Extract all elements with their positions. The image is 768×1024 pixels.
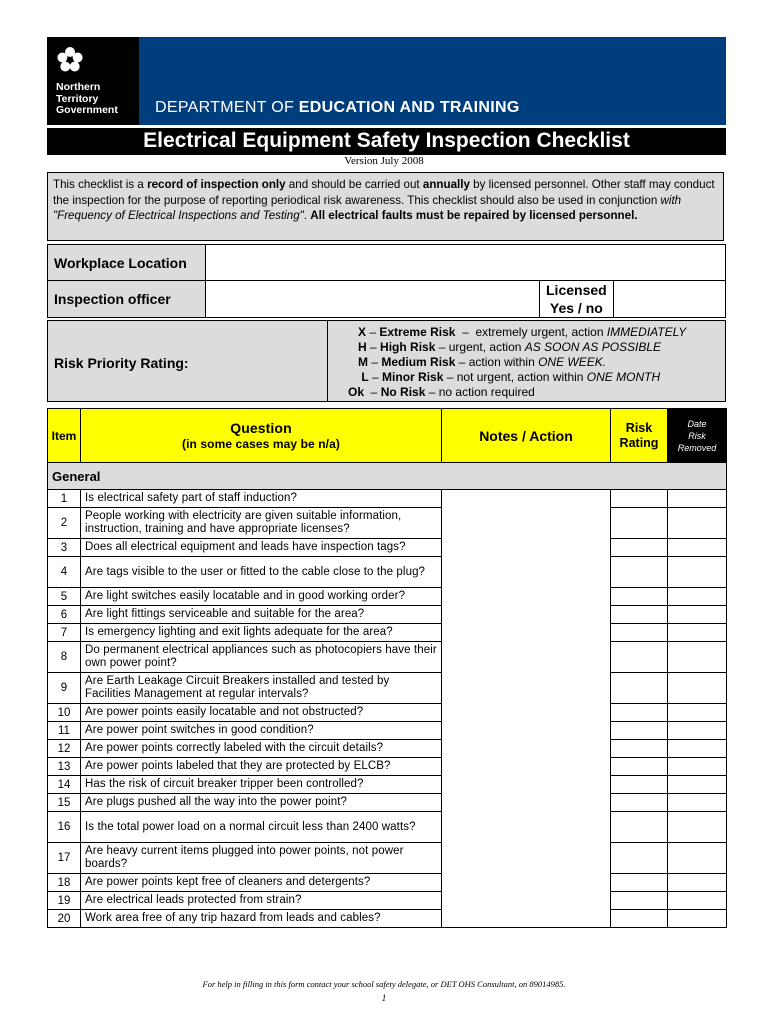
table-row [48,910,727,928]
risk-rating-cell[interactable] [611,776,668,794]
col-notes: Notes / Action [442,409,611,463]
intro-bold: annually [422,178,470,191]
table-row [48,557,727,588]
table-row [48,490,727,508]
risk-priority-box [47,320,726,402]
risk-name: Medium Risk [381,355,456,369]
item-number: 17 [48,843,81,874]
table-row [48,539,727,557]
risk-rating-cell[interactable] [611,910,668,928]
table-row [48,722,727,740]
question-text: Are light fittings serviceable and suitable for the area? [81,606,442,624]
item-number: 12 [48,740,81,758]
question-text: Has the risk of circuit breaker tripper been controlled? [81,776,442,794]
risk-rating-cell[interactable] [611,892,668,910]
col-risk-rating [611,409,668,463]
risk-rating-cell[interactable] [611,874,668,892]
risk-name: No Risk [380,385,426,399]
section-general: General [48,463,727,490]
col-question-title: Question [230,419,292,436]
risk-levels [348,325,686,400]
date-removed-cell[interactable] [668,588,727,606]
date-removed-cell[interactable] [668,843,727,874]
date-removed-cell[interactable] [668,606,727,624]
table-row [48,588,727,606]
table-row [48,508,727,539]
risk-rating-cell[interactable] [611,812,668,843]
risk-code: Ok [348,385,365,399]
risk-rating-cell[interactable] [611,758,668,776]
item-number: 14 [48,776,81,794]
question-text: Do permanent electrical appliances such as photocopiers have their own power point? [81,642,442,673]
question-text: Are power points kept free of cleaners and detergents? [81,874,442,892]
col-question-sub: (in some cases may be n/a) [181,436,340,451]
licensed-label [540,281,614,318]
date-removed-cell[interactable] [668,740,727,758]
risk-level-h: H – High Risk – urgent, action AS SOON AS POSSIBLE [358,340,662,354]
risk-level-x: X – Extreme Risk – extremely urgent, action IMMEDIATELY [358,325,687,339]
col-risk-line: Risk [625,420,653,435]
date-removed-cell[interactable] [668,557,727,588]
table-header [48,409,727,463]
table-row [48,776,727,794]
table-row [48,704,727,722]
date-removed-cell[interactable] [668,508,727,539]
table-row [48,740,727,758]
page-title: Electrical Equipment Safety Inspection Checklist [143,129,630,152]
logo-flower-icon [55,45,85,75]
checklist-rows [48,490,727,928]
table-row [48,606,727,624]
item-number: 16 [48,812,81,843]
risk-rating-cell[interactable] [611,624,668,642]
col-question [81,409,442,463]
item-number: 11 [48,722,81,740]
item-number: 4 [48,557,81,588]
risk-emph: ONE WEEK. [538,355,607,369]
item-number: 20 [48,910,81,928]
question-text: Are power points labeled that they are protected by ELCB? [81,758,442,776]
item-number: 5 [48,588,81,606]
intro-part: This checklist is a [53,178,148,191]
question-text: People working with electricity are given suitable information, instruction, training and have appropriate licenses? [81,508,442,539]
table-row [48,843,727,874]
risk-level-m: M – Medium Risk – action within ONE WEEK. [358,355,607,369]
risk-code: X [358,325,367,339]
risk-desc: extremely urgent, action [475,325,607,339]
intro-italic: with "Frequency of Electrical Inspections and Testing" [53,193,682,222]
question-text: Is electrical safety part of staff induction? [81,490,442,508]
risk-rating-cell[interactable] [611,539,668,557]
date-removed-cell[interactable] [668,624,727,642]
risk-rating-cell[interactable] [611,722,668,740]
risk-rating-cell[interactable] [611,606,668,624]
question-text: Are tags visible to the user or fitted to the cable close to the plug? [81,557,442,588]
footer-help: For help in filling in this form contact your school safety delegate, or DET OHS Consultant, on 89014985. [202,979,566,989]
date-removed-cell[interactable] [668,704,727,722]
question-text: Is the total power load on a normal circuit less than 2400 watts? [81,812,442,843]
item-number: 7 [48,624,81,642]
yes-no-text: Yes / no [549,300,603,316]
inspection-officer-label: Inspection officer [48,281,206,318]
col-date-line: Date [687,418,707,429]
question-text: Work area free of any trip hazard from leads and cables? [81,910,442,928]
dept-prefix: DEPARTMENT OF [155,99,299,116]
table-row [48,642,727,673]
version-label: Version July 2008 [344,155,424,167]
item-number: 10 [48,704,81,722]
org-name [56,82,118,117]
risk-code: L [361,370,369,384]
org-line: Northern [56,81,101,93]
licensed-field[interactable] [613,281,725,318]
date-removed-cell[interactable] [668,758,727,776]
table-row [48,624,727,642]
table-row [48,812,727,843]
checklist-table [47,408,726,928]
page-number: 1 [381,993,387,1003]
org-line: Territory [56,92,99,105]
risk-name: Extreme Risk [379,325,456,339]
inspection-officer-field[interactable] [206,281,540,318]
col-date-removed [668,409,727,463]
risk-emph: AS SOON AS POSSIBLE [524,340,662,354]
intro-part: by licensed personnel. Other staff may conduct the inspection for the purpose of reporting periodical risk awareness. This checklist should also be used in conjunction [53,178,715,207]
table-row [48,794,727,812]
risk-code: H [358,340,367,354]
item-number: 6 [48,606,81,624]
workplace-location-field[interactable] [206,245,726,281]
notes-action-field[interactable] [442,490,611,928]
intro-text [47,172,724,241]
question-text: Are power point switches in good condition? [81,722,442,740]
question-text: Are power points correctly labeled with the circuit details? [81,740,442,758]
date-removed-cell[interactable] [668,794,727,812]
risk-desc: urgent, action [448,340,525,354]
risk-level-ok: Ok – No Risk – no action required [348,385,535,399]
date-removed-cell[interactable] [668,722,727,740]
divider [327,321,328,401]
question-text: Are heavy current items plugged into power points, not power boards? [81,843,442,874]
col-risk-line: Rating [619,435,659,450]
table-row [48,758,727,776]
col-date-line: Risk [688,430,706,441]
risk-rating-cell[interactable] [611,508,668,539]
risk-emph: ONE MONTH [586,370,661,384]
col-item: Item [48,409,81,463]
table-row [48,673,727,704]
risk-rating-cell[interactable] [611,642,668,673]
risk-priority-label: Risk Priority Rating: [54,355,189,371]
date-removed-cell[interactable] [668,490,727,508]
date-removed-cell[interactable] [668,642,727,673]
item-number: 2 [48,508,81,539]
risk-emph: IMMEDIATELY [606,325,687,339]
item-number: 9 [48,673,81,704]
risk-level-l: L – Minor Risk – not urgent, action within ONE MONTH [361,370,661,384]
date-removed-cell[interactable] [668,910,727,928]
col-date-line: Removed [677,442,717,453]
date-removed-cell[interactable] [668,874,727,892]
risk-rating-cell[interactable] [611,673,668,704]
date-removed-cell[interactable] [668,539,727,557]
intro-bold: record of inspection only [147,178,286,191]
risk-rating-cell[interactable] [611,794,668,812]
title-bar [47,128,726,155]
org-line: Government [56,104,118,116]
risk-desc: action within [468,355,539,369]
item-number: 1 [48,490,81,508]
workplace-location-label: Workplace Location [48,245,206,281]
item-number: 8 [48,642,81,673]
licensed-text: Licensed [546,282,607,298]
department-name [155,99,520,117]
risk-rating-cell[interactable] [611,490,668,508]
risk-desc: not urgent, action within [456,370,587,384]
risk-rating-cell[interactable] [611,588,668,606]
question-text: Are Earth Leakage Circuit Breakers installed and tested by Facilities Management at regular intervals? [81,673,442,704]
question-text: Are plugs pushed all the way into the power point? [81,794,442,812]
date-removed-cell[interactable] [668,673,727,704]
inspection-info [47,244,726,317]
item-number: 13 [48,758,81,776]
table-row [48,874,727,892]
item-number: 3 [48,539,81,557]
date-removed-cell[interactable] [668,776,727,794]
dept-name-bold: EDUCATION AND TRAINING [298,99,520,116]
table-row [48,892,727,910]
risk-rating-cell[interactable] [611,557,668,588]
question-text: Are electrical leads protected from strain? [81,892,442,910]
risk-name: High Risk [380,340,436,354]
intro-bold: All electrical faults must be repaired by licensed personnel. [310,209,638,222]
date-removed-cell[interactable] [668,892,727,910]
risk-code: M [358,355,369,369]
item-number: 19 [48,892,81,910]
intro-part: and should be carried out [285,178,423,191]
question-text: Are power points easily locatable and not obstructed? [81,704,442,722]
item-number: 18 [48,874,81,892]
intro-part: . [303,209,311,222]
risk-desc: no action required [438,385,535,399]
date-removed-cell[interactable] [668,812,727,843]
question-text: Is emergency lighting and exit lights adequate for the area? [81,624,442,642]
risk-rating-cell[interactable] [611,740,668,758]
question-text: Does all electrical equipment and leads have inspection tags? [81,539,442,557]
risk-rating-cell[interactable] [611,843,668,874]
question-text: Are light switches easily locatable and in good working order? [81,588,442,606]
item-number: 15 [48,794,81,812]
section-row [48,463,727,490]
risk-rating-cell[interactable] [611,704,668,722]
risk-name: Minor Risk [382,370,444,384]
